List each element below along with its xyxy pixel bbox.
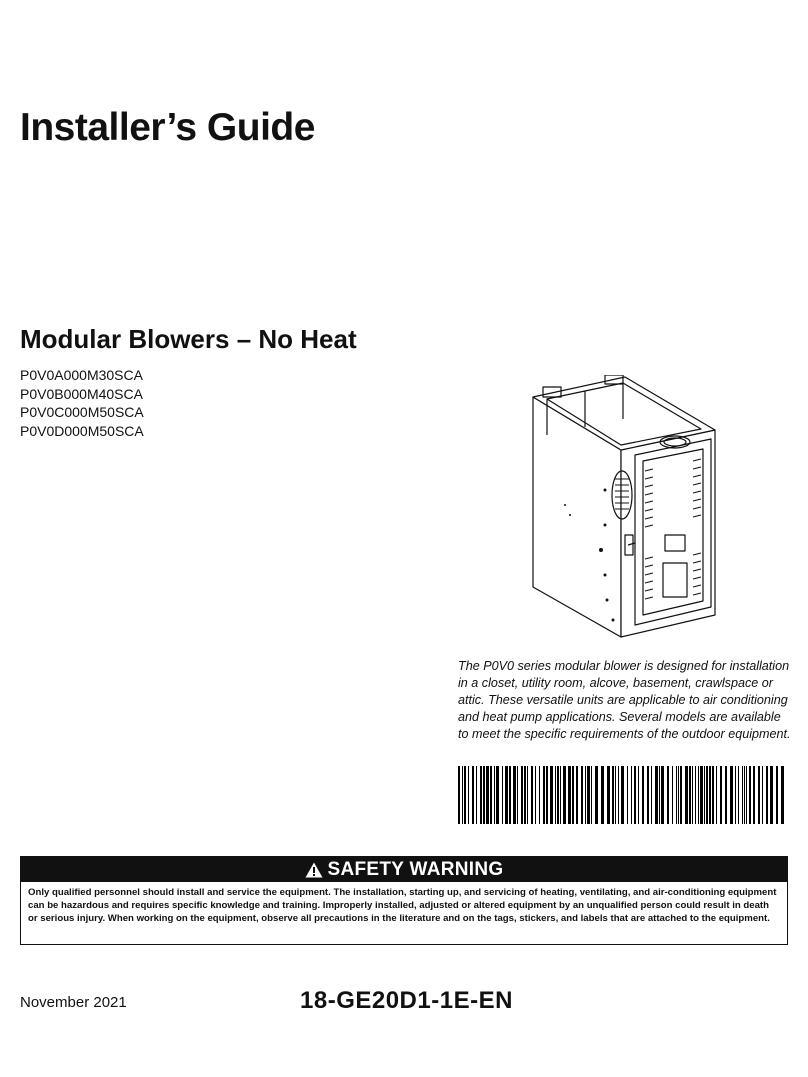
document-subtitle: Modular Blowers – No Heat — [20, 324, 357, 354]
barcode-bar — [521, 766, 523, 824]
barcode-bar — [738, 766, 739, 824]
barcode-bar — [546, 766, 548, 824]
barcode-bar — [631, 766, 632, 824]
document-title: Installer’s Guide — [20, 106, 315, 149]
barcode-bar — [618, 766, 619, 824]
barcode-bar — [749, 766, 751, 824]
barcode-bar — [706, 766, 708, 824]
barcode-bar — [651, 766, 652, 824]
barcode-bar — [700, 766, 703, 824]
barcode-bar — [720, 766, 722, 824]
barcode-bar — [502, 766, 503, 824]
barcode-bar — [655, 766, 658, 824]
barcode-bar — [627, 766, 628, 824]
barcode-bar — [468, 766, 469, 824]
barcode-bar — [535, 766, 536, 824]
barcode-bar — [672, 766, 673, 824]
barcode-bar — [505, 766, 508, 824]
barcode-bar — [744, 766, 745, 824]
barcode-bar — [647, 766, 649, 824]
barcode-bar — [661, 766, 664, 824]
safety-warning-text: Only qualified personnel should install and service the equipment. The installation, starting up, and servicing of heating, ventilating, and air-conditioning equipment can be hazardous and requires specific knowledge and training. Improperly installed, adjusted or altered equipment by an unqualified person could result in death or serious injury. When working on the equipment, observe all precautions in the literature and on the tags, stickers, and labels that are attached to the equipment. — [28, 887, 777, 924]
barcode-bar — [742, 766, 743, 824]
barcode-bar — [735, 766, 736, 824]
barcode-bar — [621, 766, 624, 824]
product-description: The P0V0 series modular blower is designed for installation in a closet, utility room, alcove, basement, crawlspace or attic. These versatile units are applicable to air conditioning and heat pump applications. Several models are available to meet the specific requirements of the outdoor equipment. — [458, 659, 791, 741]
barcode-bar — [685, 766, 688, 824]
safety-warning-header — [21, 857, 787, 882]
barcode-image — [458, 766, 788, 824]
barcode-bar — [601, 766, 604, 824]
barcode-bar — [725, 766, 727, 824]
barcode-bar — [587, 766, 590, 824]
barcode-bar — [770, 766, 773, 824]
barcode-bar — [550, 766, 553, 824]
barcode-bar — [458, 766, 460, 824]
model-list — [20, 366, 144, 440]
barcode-bar — [464, 766, 466, 824]
model-number: P0V0A000M30SCA — [20, 367, 143, 383]
barcode-bar — [704, 766, 705, 824]
barcode-bar — [527, 766, 528, 824]
barcode-bar — [585, 766, 586, 824]
barcode-bar — [680, 766, 682, 824]
barcode-bar — [531, 766, 533, 824]
safety-warning-box — [20, 856, 788, 945]
barcode-bar — [716, 766, 717, 824]
barcode-bar — [517, 766, 518, 824]
barcode-bar — [509, 766, 511, 824]
barcode-bar — [746, 766, 747, 824]
barcode-bar — [615, 766, 616, 824]
barcode-bar — [490, 766, 492, 824]
document-number: 18-GE20D1-1E-EN — [300, 987, 513, 1014]
barcode-bar — [766, 766, 768, 824]
publication-date: November 2021 — [20, 994, 127, 1011]
barcode-bar — [572, 766, 574, 824]
barcode-bar — [695, 766, 696, 824]
barcode-bar — [709, 766, 711, 824]
barcode-bar — [494, 766, 495, 824]
barcode-bar — [667, 766, 669, 824]
model-number: P0V0B000M40SCA — [20, 385, 143, 402]
barcode-bar — [642, 766, 644, 824]
barcode-bar — [776, 766, 778, 824]
barcode-bar — [576, 766, 578, 824]
barcode-bar — [496, 766, 499, 824]
barcode-bar — [591, 766, 592, 824]
barcode-bar — [781, 766, 784, 824]
barcode-bar — [563, 766, 566, 824]
model-number: P0V0C000M50SCA — [20, 404, 144, 420]
barcode-bar — [689, 766, 691, 824]
barcode-bar — [486, 766, 489, 824]
barcode-bar — [568, 766, 571, 824]
warning-triangle-icon — [305, 862, 323, 878]
barcode-bar — [758, 766, 760, 824]
barcode-bar — [692, 766, 693, 824]
barcode-bar — [634, 766, 636, 824]
barcode-bar — [543, 766, 545, 824]
barcode-bar — [476, 766, 477, 824]
barcode-bar — [555, 766, 556, 824]
barcode-bar — [638, 766, 639, 824]
barcode-bar — [581, 766, 583, 824]
barcode-bar — [595, 766, 598, 824]
barcode-bar — [730, 766, 733, 824]
barcode-bar — [524, 766, 526, 824]
barcode-bar — [762, 766, 763, 824]
modular-blower-illustration — [525, 375, 725, 650]
barcode-bar — [480, 766, 482, 824]
barcode-bar — [560, 766, 561, 824]
barcode-bar — [607, 766, 610, 824]
safety-warning-heading: SAFETY WARNING — [327, 858, 504, 880]
model-number: P0V0D000M50SCA — [20, 422, 144, 439]
barcode-bar — [557, 766, 559, 824]
barcode-bar — [539, 766, 540, 824]
barcode-bar — [462, 766, 463, 824]
barcode-bar — [659, 766, 660, 824]
barcode-bar — [753, 766, 755, 824]
barcode-bar — [678, 766, 679, 824]
barcode-bar — [483, 766, 485, 824]
barcode-bar — [612, 766, 614, 824]
barcode-bar — [676, 766, 677, 824]
barcode-bar — [712, 766, 714, 824]
barcode-bar — [698, 766, 699, 824]
barcode-bar — [513, 766, 516, 824]
barcode-bar — [472, 766, 474, 824]
